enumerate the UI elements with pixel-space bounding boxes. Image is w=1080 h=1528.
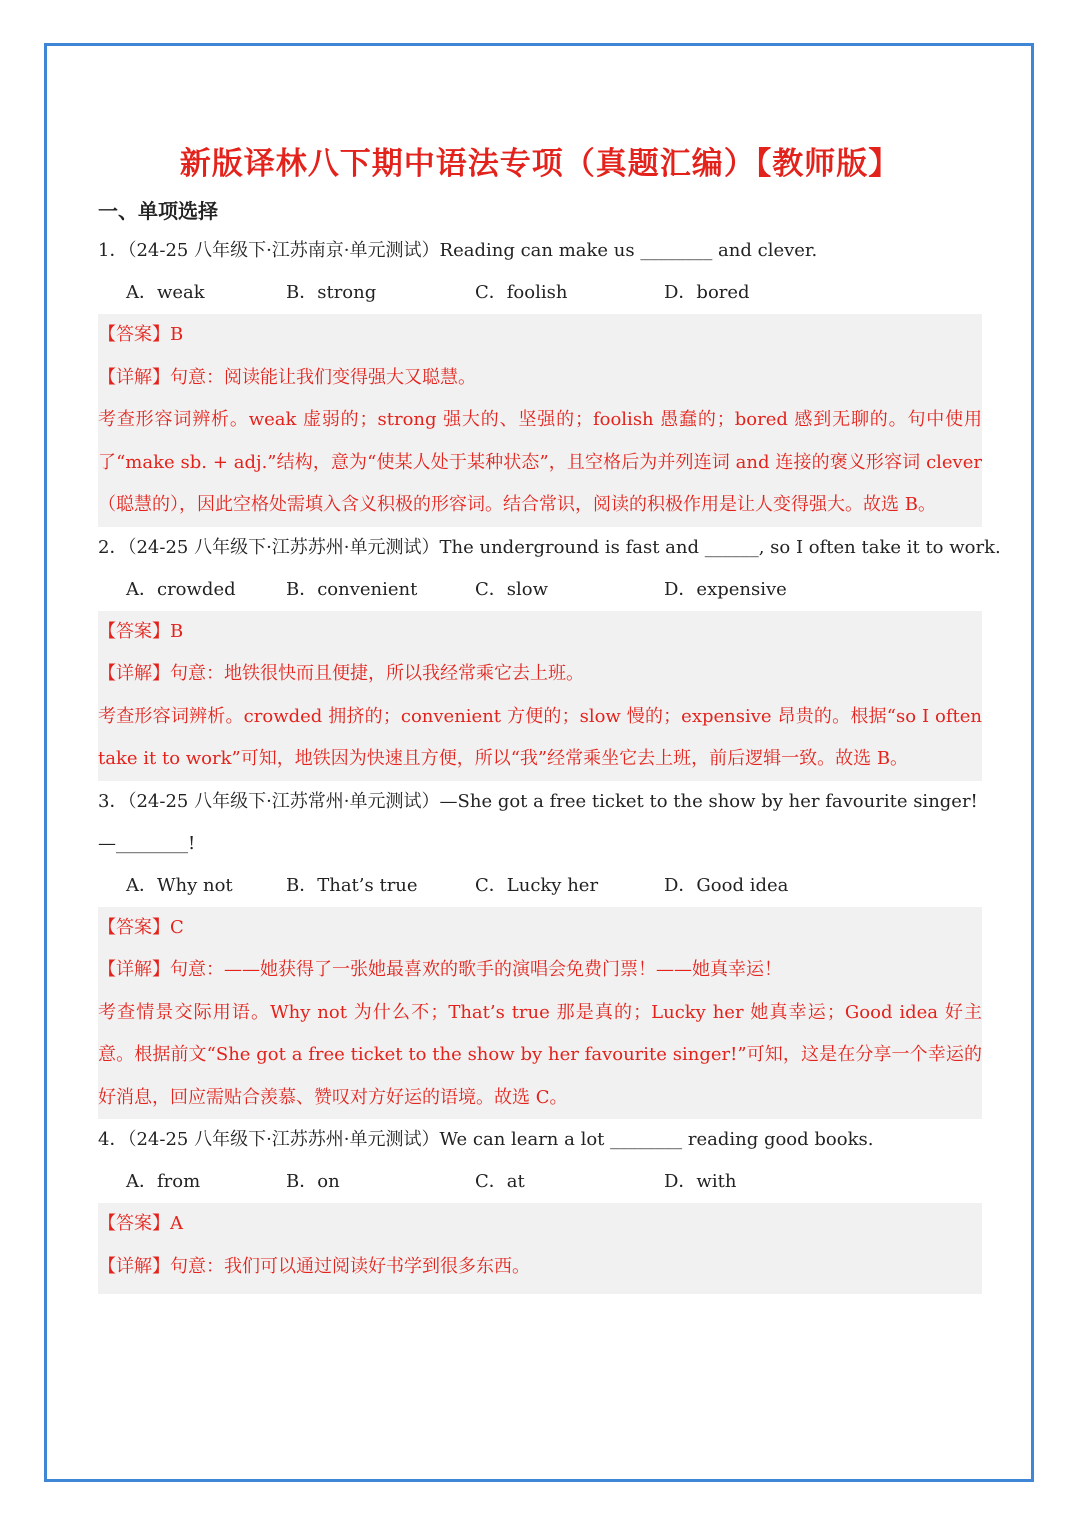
question-stem [98,230,982,272]
answer-box [98,907,982,1120]
question-text: We can learn a lot ________ reading good books. [439,1129,874,1150]
option-d[interactable]: D．bored [664,282,750,303]
option-d[interactable]: D．expensive [664,578,787,600]
question-1 [98,230,982,527]
answer-box [98,314,982,527]
question-stem [98,527,1001,569]
options-row [98,865,982,907]
answer-box [98,1203,982,1294]
question-source: （24-25 八年级下·江苏南京·单元测试） [127,240,440,261]
answer-label: 【答案】B [98,324,184,345]
option-b[interactable]: B．That’s true [286,874,418,896]
option-a[interactable]: A．crowded [126,578,236,600]
answer-detail: 【详解】句意：地铁很快而且便捷，所以我经常乘它去上班。 [98,663,584,684]
answer-label: 【答案】C [98,916,184,938]
option-c[interactable]: C．Lucky her [475,874,599,896]
question-stem [98,781,982,823]
answer-analysis: 考查情景交际用语。Why not 为什么不；That’s true 那是真的；Lucky her 她真幸运；Good idea 好主意。根据前文“She got a free ticket to the show by her favourite singer!”可知，这是在分享一个幸运的好消息，回应需贴合羡慕、赞叹对方好运的语境。故选 C。 [98,1001,982,1108]
option-d[interactable]: D．with [664,1171,737,1192]
question-number: 1． [98,240,128,261]
question-4 [98,1119,982,1294]
answer-analysis: 考查形容词辨析。crowded 拥挤的；convenient 方便的；slow 慢的；expensive 昂贵的。根据“so I often take it to work”可知，地铁因为快速且方便，所以“我”经常乘坐它去上班，前后逻辑一致。故选 B。 [98,705,982,769]
question-source: （24-25 八年级下·江苏苏州·单元测试） [127,536,440,558]
option-a[interactable]: A．weak [126,282,205,303]
question-stem [98,1119,982,1161]
document-title: 新版译林八下期中语法专项（真题汇编）【教师版】 [179,146,901,182]
answer-label: 【答案】B [98,620,184,642]
answer-analysis: 考查形容词辨析。weak 虚弱的；strong 强大的、坚强的；foolish 愚蠢的；bored 感到无聊的。句中使用了“make sb. + adj.”结构，意为“使某人处于某种状态”，且空格后为并列连词 and 连接的褒义形容词 clever（聪慧的），因此空格处需填入含义积极的形容词。结合常识，阅读的积极作用是让人变得强大。故选 B。 [98,409,982,515]
question-text: Reading can make us ________ and clever. [439,240,818,261]
question-reply-blank: —________! [98,832,196,854]
question-source: （24-25 八年级下·江苏苏州·单元测试） [127,1129,440,1150]
question-number: 2． [98,536,128,558]
option-d[interactable]: D．Good idea [664,874,789,896]
options-row [98,272,982,314]
question-number: 3． [98,790,128,812]
answer-detail: 【详解】句意：——她获得了一张她最喜欢的歌手的演唱会免费门票！——她真幸运！ [98,959,782,980]
question-text: The underground is fast and ______, so I often take it to work. [439,536,1001,558]
answer-detail: 【详解】句意：我们可以通过阅读好书学到很多东西。 [98,1255,530,1277]
option-a[interactable]: A．Why not [126,874,233,896]
option-c[interactable]: C．at [475,1171,525,1192]
option-b[interactable]: B．on [286,1171,340,1192]
options-row [98,569,982,611]
option-a[interactable]: A．from [126,1171,201,1192]
question-list [98,230,1001,1294]
options-row [98,1161,982,1203]
section-heading: 一、单项选择 [98,199,218,223]
option-c[interactable]: C．slow [475,578,549,600]
answer-detail: 【详解】句意：阅读能让我们变得强大又聪慧。 [98,366,476,388]
option-c[interactable]: C．foolish [475,282,568,303]
question-2 [98,527,1001,781]
question-source: （24-25 八年级下·江苏常州·单元测试） [127,790,440,812]
option-b[interactable]: B．strong [286,282,377,303]
question-3 [98,781,982,1120]
answer-label: 【答案】A [98,1213,183,1234]
question-number: 4． [98,1129,128,1150]
question-text: —She got a free ticket to the show by her favourite singer! [439,790,978,812]
option-b[interactable]: B．convenient [286,578,418,600]
answer-box [98,611,982,781]
